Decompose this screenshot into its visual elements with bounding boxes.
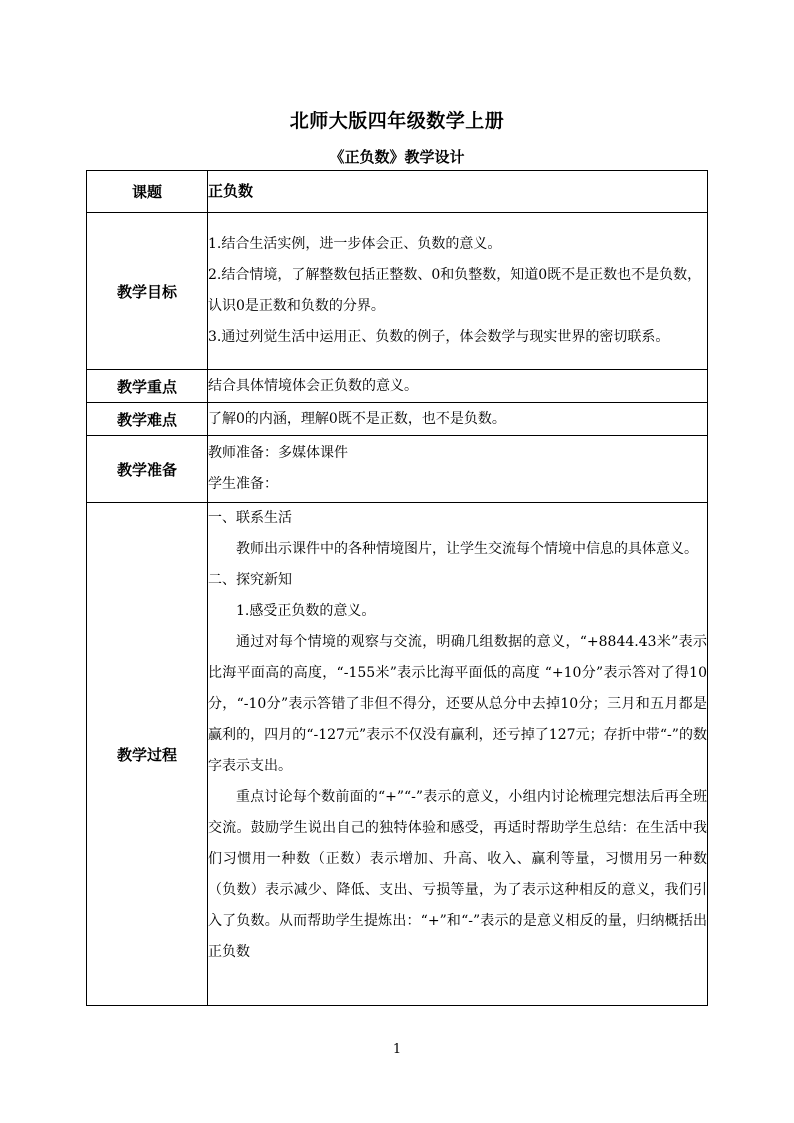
process-paragraph: 重点讨论每个数前面的“+”“-”表示的意义，小组内讨论梳理完想法后再全班交流。鼓励学生说出自己的独特体验和感受，再适时帮助学生总结：在生活中我们习惯用一种数（正数）表示增加、升高、收入、赢利等量，习惯用另一种数（负数）表示减少、降低、支出、亏损等量，为了表示这种相反的意义，我们引入了负数。从而帮助学生提炼出：“+”和“-”表示的是意义相反的量，归纳概括出正负数: [208, 789, 707, 960]
key-points-value: 结合具体情境体会正负数的意义。: [208, 370, 708, 403]
process-label: 教学过程: [87, 503, 208, 1006]
page-number: 1: [392, 1042, 402, 1057]
lesson-plan-table: [86, 170, 708, 1006]
difficulty-label: 教学难点: [87, 403, 208, 436]
key-points-row: [87, 370, 708, 403]
document-title: 北师大版四年级数学上册: [289, 110, 505, 132]
document-subtitle: 《正负数》教学设计: [329, 148, 465, 166]
difficulty-row: [87, 403, 708, 436]
goal-item: 3.通过列觉生活中运用正、负数的例子，体会数学与现实世界的密切联系。: [208, 329, 670, 345]
topic-row: [87, 171, 708, 213]
goal-item: 2.结合情境，了解整数包括正整数、0和负整数，知道0既不是正数也不是负数，认识0是正数和负数的分界。: [208, 267, 702, 314]
preparation-label: 教学准备: [87, 436, 208, 503]
process-row: [87, 503, 708, 1006]
key-points-label: 教学重点: [87, 370, 208, 403]
student-preparation: 学生准备：: [208, 476, 278, 492]
teacher-preparation: 教师准备：多媒体课件: [208, 445, 348, 461]
topic-label: 课题: [87, 171, 208, 213]
process-subheading: 1.感受正负数的意义。: [236, 603, 376, 619]
topic-value: 正负数: [208, 181, 254, 200]
goal-item: 1.结合生活实例，进一步体会正、负数的意义。: [208, 236, 502, 252]
goals-row: [87, 213, 708, 370]
process-paragraph: 通过对每个情境的观察与交流，明确几组数据的意义，“+8844.43米”表示比海平面高的高度，“-155米”表示比海平面低的高度 “+10分”表示答对了得10分，“-10分”表示答错了非但不得分，还要从总分中去掉10分；三月和五月都是赢利的，四月的“-127元”表示不仅没有赢利，还亏掉了127元；存折中带“-”的数字表示支出。: [208, 634, 707, 774]
process-paragraph: 教师出示课件中的各种情境图片，让学生交流每个情境中信息的具体意义。: [236, 541, 698, 557]
difficulty-value: 了解0的内涵，理解0既不是正数，也不是负数。: [208, 403, 708, 436]
section-heading: 一、联系生活: [208, 510, 292, 526]
preparation-row: [87, 436, 708, 503]
section-heading: 二、探究新知: [208, 572, 292, 588]
goals-label: 教学目标: [87, 213, 208, 370]
